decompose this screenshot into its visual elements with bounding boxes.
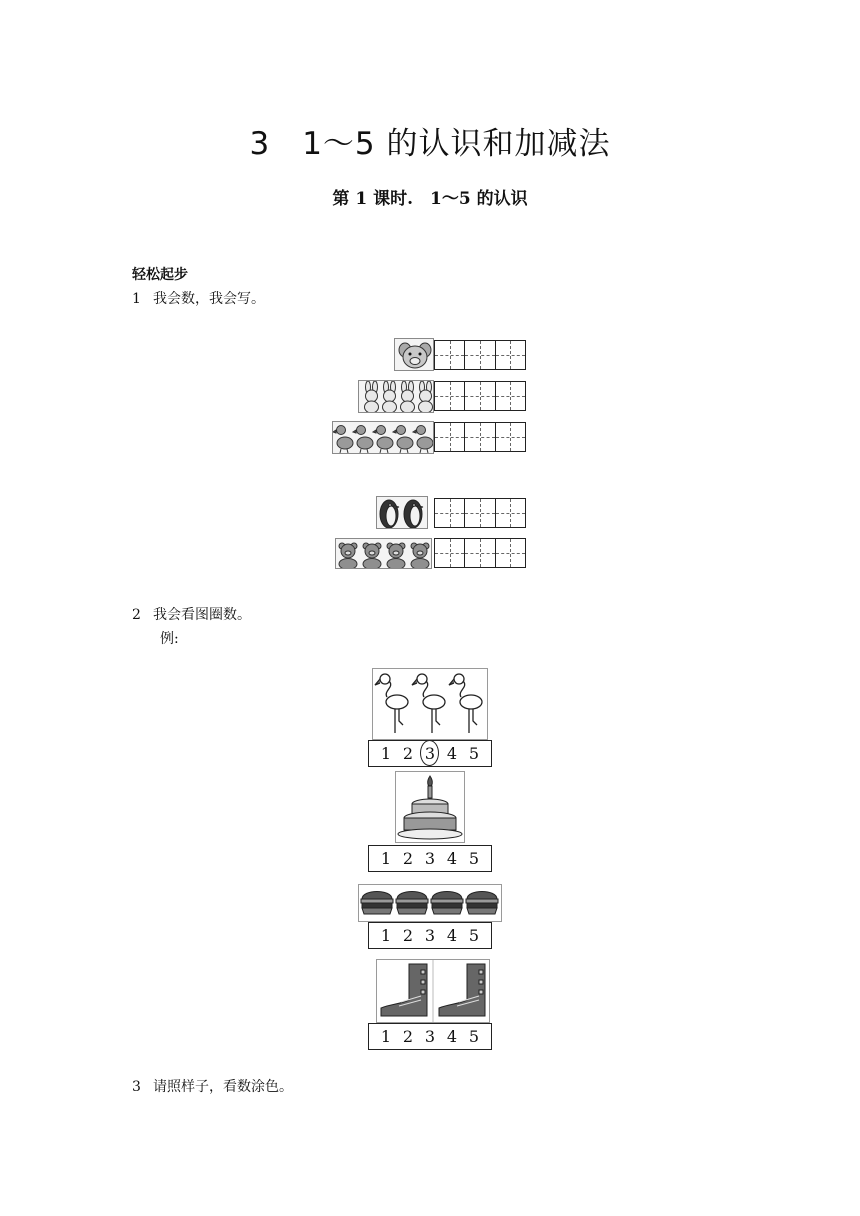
- number-option[interactable]: 2: [402, 744, 414, 763]
- penguin-picture: [376, 496, 428, 529]
- writing-grid[interactable]: [434, 381, 526, 411]
- boot-icon: [377, 960, 489, 1022]
- number-option[interactable]: 1: [380, 1027, 392, 1046]
- section-heading: 轻松起步: [132, 267, 188, 283]
- question-text: 我会看图圈数。: [153, 607, 251, 623]
- question-1: [132, 288, 265, 308]
- question-2: [132, 604, 251, 624]
- bear-icon: [336, 539, 432, 569]
- example-label: 例:: [160, 631, 179, 647]
- number-option[interactable]: 3: [424, 926, 436, 945]
- number-option[interactable]: 3: [424, 849, 436, 868]
- number-option[interactable]: 2: [402, 849, 414, 868]
- number-option[interactable]: 1: [380, 744, 392, 763]
- duck-icon: [333, 422, 434, 454]
- hamburger-icon: [359, 885, 501, 921]
- number-option[interactable]: 1: [380, 926, 392, 945]
- question-3: [132, 1076, 293, 1096]
- number-strip[interactable]: [368, 845, 492, 872]
- number-option[interactable]: 4: [446, 849, 458, 868]
- question-text: 请照样子，看数涂色。: [153, 1079, 293, 1095]
- number-option[interactable]: 3: [424, 1027, 436, 1046]
- number-option[interactable]: 5: [468, 1027, 480, 1046]
- number-strip[interactable]: [368, 1023, 492, 1050]
- number-option[interactable]: 2: [402, 1027, 414, 1046]
- pig-icon: [395, 339, 434, 371]
- rabbit-picture: [358, 380, 434, 413]
- hamburger-picture: [358, 884, 502, 922]
- number-option[interactable]: 4: [446, 926, 458, 945]
- flamingo-icon: [373, 669, 487, 739]
- page-title: 3 1～5 的认识和加减法: [249, 126, 611, 162]
- flamingo-picture: [372, 668, 488, 740]
- question-text: 我会数，我会写。: [153, 291, 265, 307]
- writing-grid[interactable]: [434, 422, 526, 452]
- penguin-icon: [377, 497, 428, 529]
- rabbit-icon: [359, 381, 434, 413]
- number-option-circled[interactable]: 3: [421, 744, 439, 763]
- duck-picture: [332, 421, 434, 454]
- pig-picture: [394, 338, 434, 371]
- number-option[interactable]: 2: [402, 926, 414, 945]
- writing-grid[interactable]: [434, 538, 526, 568]
- question-number: 1: [132, 291, 141, 307]
- number-strip[interactable]: [368, 740, 492, 767]
- question-number: 3: [132, 1079, 141, 1095]
- bear-picture: [335, 538, 432, 569]
- writing-grid[interactable]: [434, 498, 526, 528]
- writing-grid[interactable]: [434, 340, 526, 370]
- boot-picture: [376, 959, 490, 1023]
- number-option[interactable]: 4: [446, 744, 458, 763]
- number-option[interactable]: 5: [468, 926, 480, 945]
- question-number: 2: [132, 607, 141, 623]
- cake-icon: [396, 772, 464, 842]
- number-option[interactable]: 5: [468, 849, 480, 868]
- number-option[interactable]: 5: [468, 744, 480, 763]
- number-option[interactable]: 1: [380, 849, 392, 868]
- lesson-subtitle: 第 1 课时. 1～5 的认识: [332, 189, 528, 209]
- number-strip[interactable]: [368, 922, 492, 949]
- cake-picture: [395, 771, 465, 843]
- number-option[interactable]: 4: [446, 1027, 458, 1046]
